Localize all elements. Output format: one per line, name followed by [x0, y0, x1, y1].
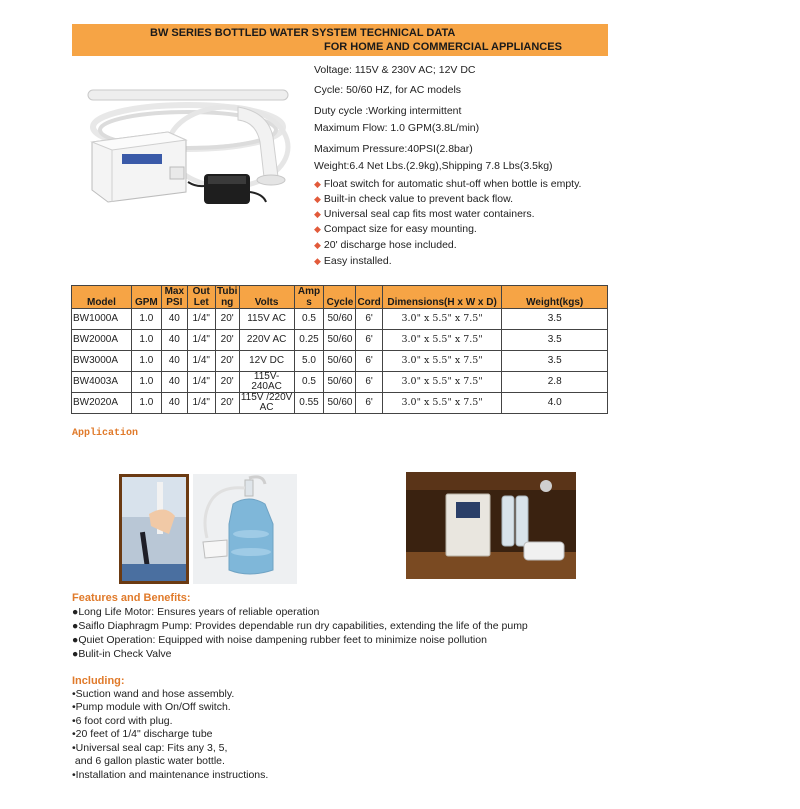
cell-psi: 40 [161, 372, 187, 393]
cell-cord: 6' [356, 330, 382, 351]
product-image [78, 82, 310, 254]
table-row [72, 372, 608, 393]
col-header-cycle: Cycle [324, 286, 356, 309]
cell-dimensions: 3.0" x 5.5" x 7.5" [382, 372, 502, 393]
list-item: ◆ Float switch for automatic shut-off when bottle is empty. [314, 178, 582, 190]
cell-cord: 6' [356, 372, 382, 393]
list-item: ◆ 20' discharge hose included. [314, 239, 457, 251]
cell-amps: 0.5 [294, 372, 324, 393]
diamond-icon: ◆ [314, 209, 321, 219]
spec-voltage: Voltage: 115V & 230V AC; 12V DC [314, 64, 476, 76]
list-item: ◆ Easy installed. [314, 255, 392, 267]
table-row [72, 330, 608, 351]
cell-weight: 4.0 [502, 393, 608, 414]
cell-tubing: 20' [215, 330, 239, 351]
list-item: ◆ Compact size for easy mounting. [314, 223, 477, 235]
cell-dimensions: 3.0" x 5.5" x 7.5" [382, 393, 502, 414]
cell-dimensions: 3.0" x 5.5" x 7.5" [382, 351, 502, 372]
cell-amps: 0.55 [294, 393, 324, 414]
list-item: ◆ Universal seal cap fits most water containers. [314, 208, 535, 220]
cell-psi: 40 [161, 330, 187, 351]
cell-cord: 6' [356, 393, 382, 414]
cell-cycle: 50/60 [324, 330, 356, 351]
col-header-volts: Volts [239, 286, 294, 309]
spec-cycle: Cycle: 50/60 HZ, for AC models [314, 84, 462, 96]
diamond-icon: ◆ [314, 194, 321, 204]
list-item: ●Bulit-in Check Valve [72, 648, 172, 660]
application-heading: Application [72, 428, 139, 439]
cell-model: BW2000A [72, 330, 132, 351]
list-item: ●Quiet Operation: Equipped with noise dampening rubber feet to minimize noise pollution [72, 634, 487, 646]
features-heading: Features and Benefits: [72, 592, 191, 604]
cell-gpm: 1.0 [131, 393, 161, 414]
diamond-icon: ◆ [314, 256, 321, 266]
technical-data-table [71, 285, 608, 414]
cell-psi: 40 [161, 393, 187, 414]
cell-dimensions: 3.0" x 5.5" x 7.5" [382, 309, 502, 330]
spec-weight: Weight:6.4 Net Lbs.(2.9kg),Shipping 7.8 Lbs(3.5kg) [314, 160, 553, 172]
list-item: •Suction wand and hose assembly. [72, 688, 235, 700]
including-heading: Including: [72, 675, 125, 687]
cell-tubing: 20' [215, 393, 239, 414]
cell-volts: 115V-240AC [239, 372, 294, 393]
application-photo-wand [119, 474, 189, 584]
cell-outlet: 1/4" [187, 309, 215, 330]
cell-volts: 220V AC [239, 330, 294, 351]
cell-gpm: 1.0 [131, 372, 161, 393]
list-item: and 6 gallon plastic water bottle. [72, 755, 225, 767]
table-header-row [72, 286, 608, 309]
list-item: ●Long Life Motor: Ensures years of reliable operation [72, 606, 320, 618]
list-item: •Universal seal cap: Fits any 3, 5, [72, 742, 228, 754]
cell-cycle: 50/60 [324, 309, 356, 330]
cell-dimensions: 3.0" x 5.5" x 7.5" [382, 330, 502, 351]
col-header-model: Model [72, 286, 132, 309]
spec-duty-cycle: Duty cycle :Working intermittent [314, 105, 462, 117]
list-item: ●Saiflo Diaphragm Pump: Provides dependable run dry capabilities, extending the life of the pump [72, 620, 528, 632]
cell-gpm: 1.0 [131, 309, 161, 330]
cell-tubing: 20' [215, 351, 239, 372]
cell-cord: 6' [356, 351, 382, 372]
diamond-icon: ◆ [314, 240, 321, 250]
spec-max-pressure: Maximum Pressure:40PSI(2.8bar) [314, 143, 473, 155]
cell-model: BW1000A [72, 309, 132, 330]
application-photo-cabinet [406, 472, 576, 579]
application-photo-bottle [193, 474, 297, 584]
cell-outlet: 1/4" [187, 330, 215, 351]
cell-weight: 2.8 [502, 372, 608, 393]
cell-model: BW2020A [72, 393, 132, 414]
list-item: •6 foot cord with plug. [72, 715, 173, 727]
cell-weight: 3.5 [502, 309, 608, 330]
header-title-line1: BW SERIES BOTTLED WATER SYSTEM TECHNICAL DATA [150, 27, 456, 39]
spec-max-flow: Maximum Flow: 1.0 GPM(3.8L/min) [314, 122, 480, 134]
cell-outlet: 1/4" [187, 372, 215, 393]
col-header-cord: Cord [356, 286, 382, 309]
cell-outlet: 1/4" [187, 393, 215, 414]
cell-amps: 0.25 [294, 330, 324, 351]
cell-outlet: 1/4" [187, 351, 215, 372]
cell-amps: 5.0 [294, 351, 324, 372]
diamond-icon: ◆ [314, 224, 321, 234]
cell-cord: 6' [356, 309, 382, 330]
diamond-icon: ◆ [314, 179, 321, 189]
cell-model: BW4003A [72, 372, 132, 393]
cell-weight: 3.5 [502, 351, 608, 372]
list-item: •Pump module with On/Off switch. [72, 701, 231, 713]
table-row [72, 351, 608, 372]
cell-amps: 0.5 [294, 309, 324, 330]
cell-tubing: 20' [215, 372, 239, 393]
cell-volts: 115V AC [239, 309, 294, 330]
table-row [72, 309, 608, 330]
cell-cycle: 50/60 [324, 351, 356, 372]
table-row [72, 393, 608, 414]
list-item: •Installation and maintenance instructions. [72, 769, 269, 781]
cell-volts: 12V DC [239, 351, 294, 372]
cell-gpm: 1.0 [131, 351, 161, 372]
col-header-tubing: Tubi ng [216, 286, 238, 308]
cell-cycle: 50/60 [324, 393, 356, 414]
cell-model: BW3000A [72, 351, 132, 372]
list-item: •20 feet of 1/4" discharge tube [72, 728, 213, 740]
col-header-dimensions: Dimensions(H x W x D) [382, 286, 502, 309]
list-item: ◆ Built-in check value to prevent back flow. [314, 193, 514, 205]
col-header-weight: Weight(kgs) [502, 286, 608, 309]
header-banner [72, 24, 608, 56]
cell-psi: 40 [161, 351, 187, 372]
cell-tubing: 20' [215, 309, 239, 330]
cell-psi: 40 [161, 309, 187, 330]
col-header-gpm: GPM [131, 286, 161, 309]
col-header-max-psi: Max PSI [161, 286, 187, 309]
header-title-line2: FOR HOME AND COMMERCIAL APPLIANCES [324, 41, 562, 53]
col-header-outlet: Out Let [187, 286, 215, 309]
cell-weight: 3.5 [502, 330, 608, 351]
cell-volts: 115V /220V AC [240, 392, 293, 413]
cell-gpm: 1.0 [131, 330, 161, 351]
cell-cycle: 50/60 [324, 372, 356, 393]
col-header-amps: Amp s [294, 286, 324, 309]
